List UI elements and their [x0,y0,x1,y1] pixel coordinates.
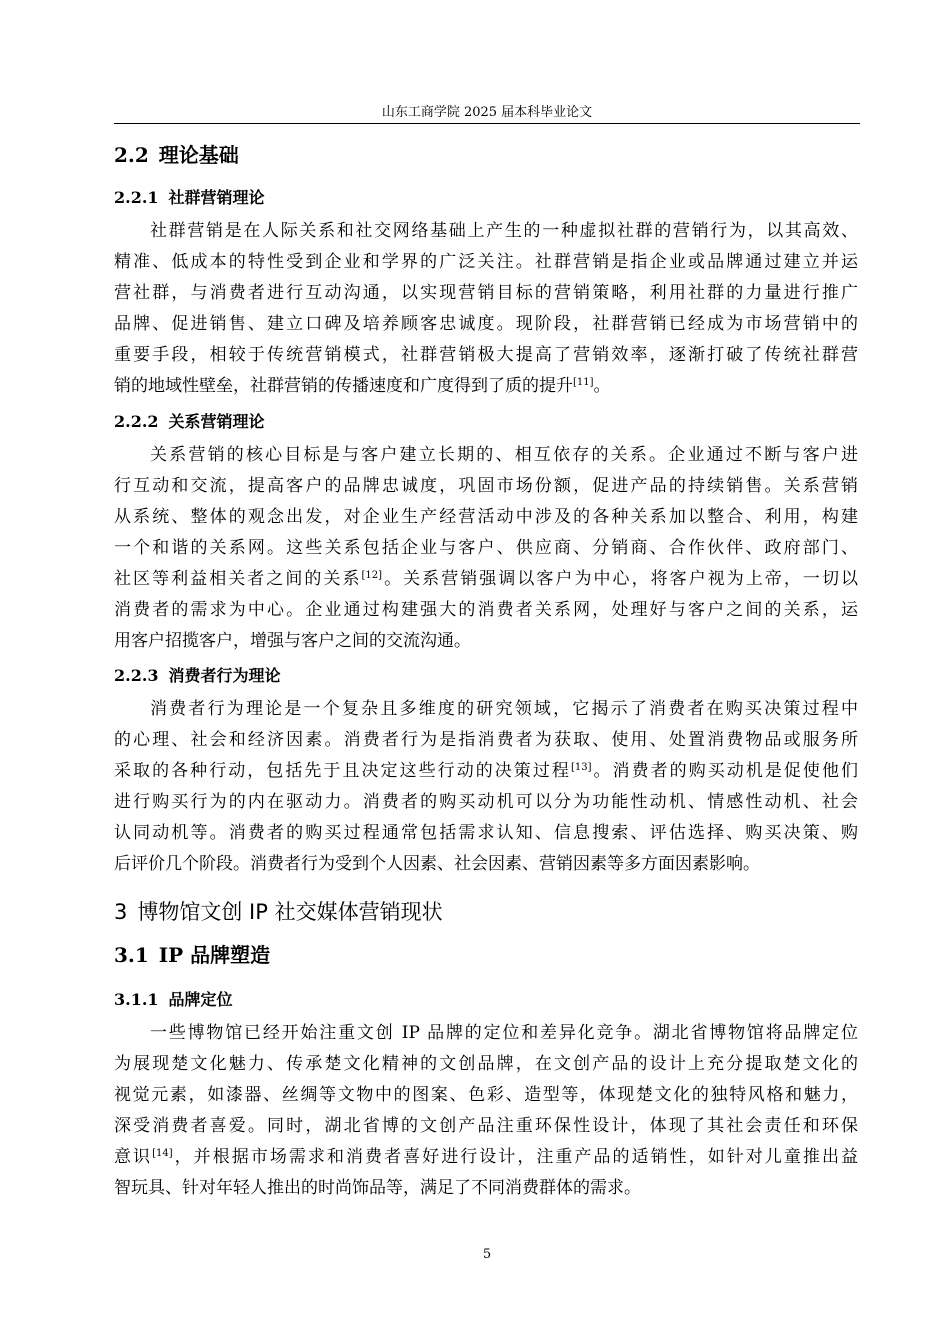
citation-ref: [11] [573,377,594,388]
text-line: 用客户招揽客户，增强与客户之间的交流沟通。 [114,631,471,651]
text-line: 的心理、社会和经济因素。消费者行为是指消费者为获取、使用、处置消费物品或服务所 [114,730,858,750]
text-line: 社群营销是在人际关系和社交网络基础上产生的一种虚拟社群的营销行为，以其高效、 [150,221,858,241]
text-line: 行互动和交流，提高客户的品牌忠诚度，巩固市场份额，促进产品的持续销售。关系营销 [114,476,858,496]
text-line [114,756,858,787]
subsection-heading-2-2-3 [114,665,281,687]
text-line: 从系统、整体的观念出发，对企业生产经营活动中涉及的各种关系加以整合、利用，构建 [114,507,858,527]
section-number: 2.2.3 [114,666,159,685]
text-run: ，并根据市场需求和消费者喜好进行设计，注重产品的适销性，如针对儿童推出益 [172,1147,858,1167]
text-line: 为展现楚文化魅力、传承楚文化精神的文创品牌，在文创产品的设计上充分提取楚文化的 [114,1054,858,1074]
text-run: 销的地域性壁垒，社群营销的传播速度和广度得到了质的提升 [114,376,573,396]
section-heading-3-1 [114,942,270,968]
section-number: 3 [114,900,128,924]
section-number: 3.1 [114,943,149,967]
text-line [114,371,858,402]
text-run: 。关系营销强调以客户为中心，将客户视为上帝，一切以 [382,569,858,589]
section-title: 品牌定位 [168,990,233,1009]
section-number: 2.2.2 [114,412,159,431]
text-line: 一些博物馆已经开始注重文创 IP 品牌的定位和差异化竞争。湖北省博物馆将品牌定位 [150,1023,858,1043]
text-line: 营社群，与消费者进行互动沟通，以实现营销目标的营销策略，利用社群的力量进行推广 [114,283,858,303]
paragraph-brand-positioning [114,1018,858,1204]
paragraph-relationship-marketing [114,440,858,657]
text-line: 消费者的需求为中心。企业通过构建强大的消费者关系网，处理好与客户之间的关系，运 [114,600,858,620]
text-run: 意识 [114,1147,153,1167]
section-number: 3.1.1 [114,990,159,1009]
section-heading-2-2 [114,142,239,168]
text-line [114,1142,858,1173]
text-line: 品牌、促进销售、建立口碑及培养顾客忠诚度。现阶段，社群营销已经成为市场营销中的 [114,314,858,334]
citation-ref: [12] [361,570,383,581]
text-line: 智玩具、针对年轻人推出的时尚饰品等，满足了不同消费群体的需求。 [114,1178,641,1198]
citation-ref: [13] [570,762,592,773]
text-run: 社区等利益相关者之间的关系 [114,569,362,589]
paragraph-community-marketing [114,216,858,402]
text-run: 。消费者的购买动机是促使他们 [591,761,858,781]
text-run: 采取的各种行动，包括先于且决定这些行动的决策过程 [114,761,571,781]
section-number: 2.2 [114,143,149,167]
section-title: 关系营销理论 [168,412,265,431]
text-line: 进行购买行为的内在驱动力。消费者的购买动机可以分为功能性动机、情感性动机、社会 [114,792,858,812]
section-number: 2.2.1 [114,188,159,207]
running-header: 山东工商学院 2025 届本科毕业论文 [381,105,593,120]
section-title: 理论基础 [158,143,239,167]
text-run: 。 [593,376,611,396]
text-line: 重要手段，相较于传统营销模式，社群营销极大提高了营销效率，逐渐打破了传统社群营 [114,345,858,365]
text-line: 认同动机等。消费者的购买过程通常包括需求认知、信息搜索、评估选择、购买决策、购 [114,823,858,843]
section-title: 博物馆文创 IP 社交媒体营销现状 [137,900,443,924]
text-line: 后评价几个阶段。消费者行为受到个人因素、社会因素、营销因素等多方面因素影响。 [114,854,760,874]
text-line: 消费者行为理论是一个复杂且多维度的研究领域，它揭示了消费者在购买决策过程中 [150,699,858,719]
section-title: IP 品牌塑造 [158,943,271,967]
text-line [114,564,858,595]
header-rule [114,123,860,124]
text-line: 精准、低成本的特性受到企业和学界的广泛关注。社群营销是指企业或品牌通过建立并运 [114,252,858,272]
text-line: 关系营销的核心目标是与客户建立长期的、相互依存的关系。企业通过不断与客户进 [150,445,858,465]
subsection-heading-3-1-1 [114,989,233,1011]
text-line: 一个和谐的关系网。这些关系包括企业与客户、供应商、分销商、合作伙伴、政府部门、 [114,538,858,558]
subsection-heading-2-2-1 [114,187,265,209]
section-title: 消费者行为理论 [168,666,281,685]
chapter-heading-3 [114,898,443,926]
text-line: 视觉元素，如漆器、丝绸等文物中的图案、色彩、造型等，体现楚文化的独特风格和魅力， [114,1085,858,1105]
section-title: 社群营销理论 [168,188,265,207]
text-line: 深受消费者喜爱。同时，湖北省博的文创产品注重环保性设计，体现了其社会责任和环保 [114,1116,858,1136]
page-number: 5 [482,1247,492,1262]
citation-ref: [14] [152,1148,173,1159]
subsection-heading-2-2-2 [114,411,265,433]
paragraph-consumer-behavior [114,694,858,880]
